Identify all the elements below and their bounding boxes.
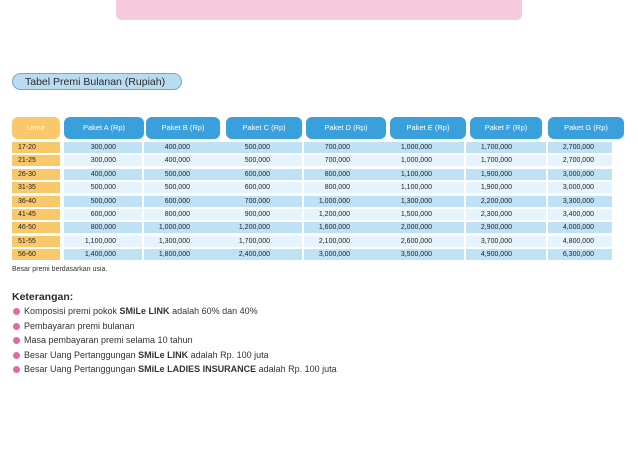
keterangan-text: Komposisi premi pokok (24, 306, 120, 316)
keterangan-title: Keterangan: (12, 291, 74, 303)
keterangan-text: adalah Rp. 100 juta (256, 364, 337, 374)
premium-cell: 1,800,000 (158, 251, 190, 259)
premium-cell: 1,700,000 (238, 237, 270, 245)
product-name: SMiLe LADIES INSURANCE (138, 364, 257, 374)
premium-cell: 600,000 (90, 211, 116, 218)
table-row (12, 155, 612, 166)
table-row (12, 182, 612, 193)
premium-cell: 700,000 (324, 157, 350, 165)
premium-cell: 3,700,000 (480, 237, 512, 245)
premium-cell: 500,000 (90, 197, 116, 205)
header-paket-d: Paket D (Rp) (306, 117, 386, 139)
premium-cell: 6,300,000 (562, 251, 594, 259)
age-cell: 17-20 (12, 142, 60, 153)
premium-cell: 500,000 (164, 184, 190, 192)
premium-cell: 2,100,000 (318, 237, 350, 245)
keterangan-item (12, 319, 337, 334)
premium-cell: 4,900,000 (480, 251, 512, 259)
premium-cell: 700,000 (324, 144, 350, 151)
table-row (12, 196, 612, 207)
premium-cell: 400,000 (164, 144, 190, 151)
bullet-icon (13, 323, 20, 330)
premium-cell: 1,100,000 (400, 184, 432, 192)
table-note: Besar premi berdasarkan usia. (12, 266, 108, 273)
table-row (12, 169, 612, 180)
age-cell: 56-60 (12, 249, 60, 260)
premium-cell: 1,300,000 (158, 237, 190, 245)
header-paket-b: Paket B (Rp) (146, 117, 220, 139)
premium-cell: 1,100,000 (400, 170, 432, 178)
bullet-icon (13, 352, 20, 359)
premium-cell: 800,000 (324, 184, 350, 192)
keterangan-text: adalah 60% dan 40% (169, 306, 258, 316)
premium-cell: 800,000 (90, 224, 116, 232)
premium-cell: 2,700,000 (562, 144, 594, 151)
age-cell: 51-55 (12, 236, 60, 247)
bullet-icon (13, 337, 20, 344)
premium-cell: 700,000 (244, 197, 270, 205)
table-row (12, 142, 612, 153)
premium-cell: 1,000,000 (400, 144, 432, 151)
keterangan-text: Besar Uang Pertanggungan (24, 364, 139, 374)
premium-cell: 3,500,000 (400, 251, 432, 259)
keterangan-text: adalah Rp. 100 juta (188, 349, 269, 360)
keterangan-text: Pembayaran premi bulanan (24, 320, 135, 331)
premium-cell: 900,000 (244, 211, 270, 218)
premium-cell: 800,000 (324, 170, 350, 178)
age-cell: 41-45 (12, 209, 60, 220)
table-title: Tabel Premi Bulanan (Rupiah) (12, 73, 182, 90)
premium-cell: 1,000,000 (318, 197, 350, 205)
premium-cell: 1,000,000 (400, 157, 432, 165)
premium-cell: 2,300,000 (480, 211, 512, 218)
header-paket-c: Paket C (Rp) (226, 117, 302, 139)
table-row (12, 249, 612, 260)
premium-cell: 500,000 (244, 144, 270, 151)
age-cell: 31-35 (12, 182, 60, 193)
header-paket-a: Paket A (Rp) (64, 117, 144, 139)
premium-cell: 1,700,000 (480, 144, 512, 151)
header-paket-f: Paket F (Rp) (470, 117, 542, 139)
product-name: SMiLe LINK (119, 306, 170, 316)
premium-cell: 1,200,000 (238, 224, 270, 232)
premium-cell: 600,000 (164, 197, 190, 205)
age-cell: 46-50 (12, 222, 60, 233)
age-cell: 36-40 (12, 196, 60, 207)
premium-cell: 3,000,000 (562, 170, 594, 178)
product-name: SMiLe LINK (138, 349, 189, 360)
table-row (12, 222, 612, 233)
premium-cell: 1,500,000 (400, 211, 432, 218)
header-umur: Umur (12, 117, 60, 139)
table-row (12, 236, 612, 247)
keterangan-text: Besar Uang Pertanggungan (24, 349, 139, 360)
premium-cell: 400,000 (164, 157, 190, 165)
premium-cell: 2,600,000 (400, 237, 432, 245)
header-paket-e: Paket E (Rp) (390, 117, 466, 139)
premium-cell: 1,900,000 (480, 170, 512, 178)
table-row (12, 209, 612, 220)
header-paket-g: Paket G (Rp) (548, 117, 624, 139)
premium-cell: 2,000,000 (400, 224, 432, 232)
premium-cell: 1,200,000 (318, 211, 350, 218)
premium-cell: 2,900,000 (480, 224, 512, 232)
premium-cell: 1,700,000 (480, 157, 512, 165)
bullet-icon (13, 366, 20, 373)
age-cell: 21-25 (12, 155, 60, 166)
premium-cell: 1,900,000 (480, 184, 512, 192)
premium-cell: 3,000,000 (562, 184, 594, 192)
premium-cell: 800,000 (164, 211, 190, 218)
premium-cell: 300,000 (90, 157, 116, 165)
keterangan-item (12, 348, 337, 363)
premium-cell: 4,000,000 (562, 224, 594, 232)
keterangan-item (12, 362, 337, 377)
premium-cell: 2,200,000 (480, 197, 512, 205)
premium-cell: 600,000 (244, 184, 270, 192)
keterangan-text: Masa pembayaran premi selama 10 tahun (24, 335, 193, 345)
premium-cell: 4,800,000 (562, 237, 594, 245)
premium-cell: 500,000 (244, 157, 270, 165)
bullet-icon (13, 308, 20, 315)
premium-cell: 3,400,000 (562, 211, 594, 218)
age-cell: 26-30 (12, 169, 60, 180)
premium-cell: 1,000,000 (158, 224, 190, 232)
keterangan-list (12, 304, 337, 377)
premium-cell: 1,300,000 (400, 197, 432, 205)
premium-cell: 1,100,000 (84, 237, 116, 245)
premium-cell: 1,600,000 (318, 224, 350, 232)
premium-cell: 400,000 (90, 170, 116, 178)
premium-cell: 2,400,000 (238, 251, 270, 259)
premium-cell: 600,000 (244, 170, 270, 178)
keterangan-item (12, 304, 337, 319)
premium-cell: 1,400,000 (84, 251, 116, 259)
premium-cell: 500,000 (164, 170, 190, 178)
top-decorative-bar (116, 0, 522, 20)
premium-cell: 2,700,000 (562, 157, 594, 165)
premium-cell: 3,000,000 (318, 251, 350, 259)
keterangan-item (12, 333, 337, 348)
premium-cell: 500,000 (90, 184, 116, 192)
premium-cell: 3,300,000 (562, 197, 594, 205)
premium-cell: 300,000 (90, 144, 116, 151)
